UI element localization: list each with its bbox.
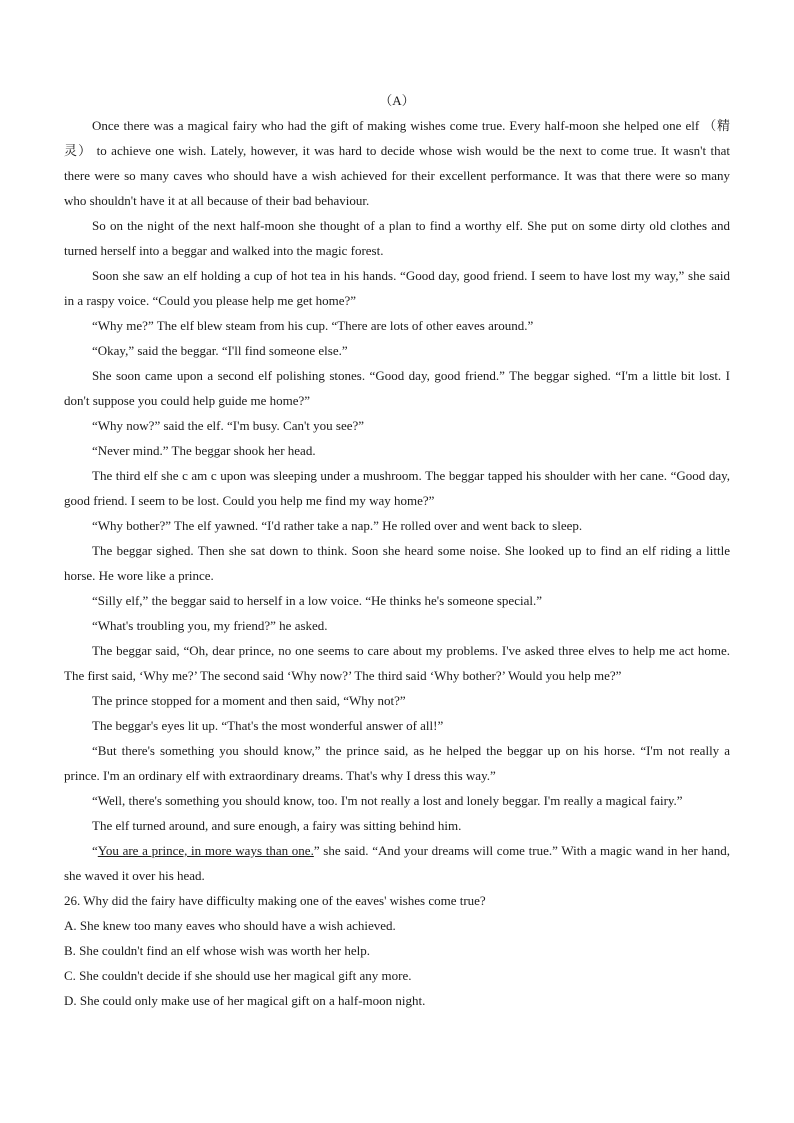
passage-paragraph: So on the night of the next half-moon she thought of a plan to find a worthy elf. She put on some dirty old clothes and turned herself into a beggar and walked into the magic forest.: [64, 218, 730, 258]
question-stem: 26. Why did the fairy have difficulty making one of the eaves' wishes come true?: [64, 893, 486, 908]
passage-paragraph: “Silly elf,” the beggar said to herself in a low voice. “He thinks he's someone special.”: [92, 593, 542, 608]
passage-paragraph: “Well, there's something you should know, too. I'm not really a lost and lonely beggar. I'm really a magical fairy.”: [92, 793, 683, 808]
passage-paragraph: The beggar said, “Oh, dear prince, no one seems to care about my problems. I've asked three elves to help me act home. The first said, ‘Why me?’ The second said ‘Why now?’ The third said ‘Why bother?’ Would you help me?”: [64, 643, 730, 683]
passage: [64, 113, 730, 888]
final-paragraph-rest: ” she said. “And your dreams will come true.” With a magic wand in her hand, she waved it over his head.: [64, 843, 730, 883]
passage-paragraph: Soon she saw an elf holding a cup of hot tea in his hands. “Good day, good friend. I seem to have lost my way,” she said in a raspy voice. “Could you please help me get home?”: [64, 268, 730, 308]
option-b: B. She couldn't find an elf whose wish was worth her help.: [64, 943, 370, 958]
passage-paragraph: Once there was a magical fairy who had the gift of making wishes come true. Every half-moon she helped one elf （精灵） to achieve one wish. Lately, however, it was hard to decide whose wish would be the next to come true. It wasn't that there were so many caves who should have a wish achieved for their excellent performance. It was that there were so many who shouldn't have it at all because of their bad behaviour.: [64, 118, 730, 208]
passage-paragraph: The elf turned around, and sure enough, a fairy was sitting behind him.: [92, 818, 462, 833]
section-title: （A）: [379, 93, 415, 108]
passage-paragraph: She soon came upon a second elf polishing stones. “Good day, good friend.” The beggar sighed. “I'm a little bit lost. I don't suppose you could help guide me home?”: [64, 368, 730, 408]
passage-paragraph: “But there's something you should know,” the prince said, as he helped the beggar up on his horse. “I'm not really a prince. I'm an ordinary elf with extraordinary dreams. That's why I dress this way.”: [64, 743, 730, 783]
passage-paragraph: “Why me?” The elf blew steam from his cup. “There are lots of other eaves around.”: [92, 318, 534, 333]
open-quote: “: [92, 843, 98, 858]
passage-paragraph: “Why bother?” The elf yawned. “I'd rather take a nap.” He rolled over and went back to sleep.: [92, 518, 583, 533]
passage-paragraph: The prince stopped for a moment and then said, “Why not?”: [92, 693, 406, 708]
question-block: [64, 888, 730, 1013]
option-a: A. She knew too many eaves who should have a wish achieved.: [64, 918, 396, 933]
option-d: D. She could only make use of her magical gift on a half-moon night.: [64, 993, 426, 1008]
passage-paragraph: The beggar sighed. Then she sat down to think. Soon she heard some noise. She looked up to find an elf riding a little horse. He wore like a prince.: [64, 543, 730, 583]
document-page: [64, 88, 730, 1013]
passage-paragraph: The third elf she c am c upon was sleeping under a mushroom. The beggar tapped his shoulder with her cane. “Good day, good friend. I seem to be lost. Could you help me find my way home?”: [64, 468, 730, 508]
underlined-sentence: You are a prince, in more ways than one.: [97, 843, 314, 858]
passage-paragraph: “Why now?” said the elf. “I'm busy. Can't you see?”: [92, 418, 365, 433]
option-c: C. She couldn't decide if she should use her magical gift any more.: [64, 968, 412, 983]
passage-paragraph: “What's troubling you, my friend?” he asked.: [92, 618, 328, 633]
passage-paragraph: “Never mind.” The beggar shook her head.: [92, 443, 316, 458]
passage-final-paragraph: [64, 838, 730, 888]
passage-paragraph: “Okay,” said the beggar. “I'll find someone else.”: [92, 343, 348, 358]
passage-paragraph: The beggar's eyes lit up. “That's the most wonderful answer of all!”: [92, 718, 444, 733]
